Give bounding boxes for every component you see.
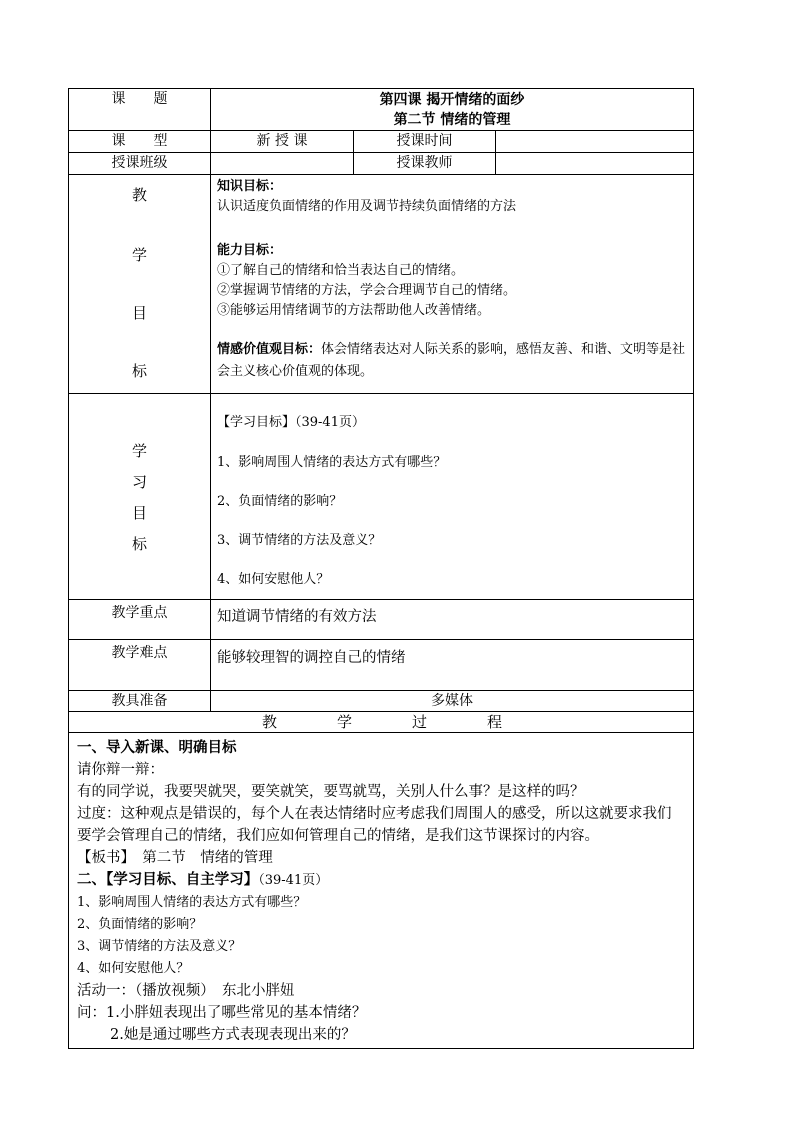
time-value (496, 131, 694, 153)
activity-line: 活动一：（播放视频） 东北小胖妞 (77, 983, 295, 999)
section-2-heading (77, 869, 685, 892)
tools-label: 教具准备 (69, 691, 211, 712)
learning-goals-content (211, 394, 694, 600)
class-row (69, 153, 694, 175)
topic-label: 课 题 (69, 89, 211, 131)
goal-item: 2、负面情绪的影响？ (217, 494, 343, 509)
process-title-row (69, 712, 694, 733)
topic-value (211, 89, 694, 131)
goal-item: 1、影响周围人情绪的表达方式有哪些？ (217, 455, 447, 470)
emotion-title: 情感价值观目标： (217, 342, 322, 357)
lesson-plan-table (68, 88, 694, 1049)
ability-title: 能力目标： (217, 243, 283, 258)
process-content-row (69, 733, 694, 1049)
objectives-label-char: 标 (131, 362, 147, 380)
goals-heading: 【学习目标】（39-41页） (217, 415, 365, 430)
board-note: 【板书】 第二节 情绪的管理 (77, 850, 273, 866)
section-2-title: 二、【学习目标、自主学习】 (77, 871, 259, 888)
paragraph: 有的同学说，我要哭就哭，要笑就笑，要骂就骂，关别人什么事？是这样的吗？ (77, 784, 585, 800)
knowledge-text: 认识适度负面情绪的作用及调节持续负面情绪的方法 (217, 199, 517, 214)
process-title-char: 学 (336, 713, 352, 731)
knowledge-title: 知识目标： (217, 179, 283, 194)
objectives-label-char: 学 (131, 246, 147, 264)
teaching-objectives-label (69, 175, 211, 394)
objectives-label-char: 教 (131, 186, 147, 204)
process-item: 1、影响周围人情绪的表达方式有哪些？ (77, 895, 307, 910)
teacher-label: 授课教师 (354, 153, 496, 175)
process-content (69, 733, 694, 1049)
lesson-plan (68, 88, 693, 1049)
emotion-text: 体会情绪表达对人际关系的影响，感悟友善、和谐、文明等是社会主义核心价值观的体现。 (217, 342, 686, 379)
key-point-value: 知道调节情绪的有效方法 (211, 600, 694, 640)
objectives-label-char: 目 (131, 304, 147, 322)
type-value: 新 授 课 (211, 131, 354, 153)
teaching-objectives-row (69, 175, 694, 394)
class-label: 授课班级 (69, 153, 211, 175)
goal-item: 3、调节情绪的方法及意义？ (217, 533, 382, 548)
question-line: 问：1.小胖妞表现出了哪些常见的基本情绪？ (77, 1005, 367, 1021)
process-title-char: 过 (411, 713, 427, 731)
type-row (69, 131, 694, 153)
key-point-label: 教学重点 (69, 600, 211, 640)
class-value (211, 153, 354, 175)
process-item: 3、调节情绪的方法及意义？ (77, 939, 242, 954)
section-1-title: 一、导入新课、明确目标 (77, 739, 237, 756)
key-point-row (69, 600, 694, 640)
process-title (69, 712, 694, 733)
difficulty-label: 教学难点 (69, 640, 211, 691)
goals-label-char: 习 (131, 473, 147, 491)
tools-row (69, 691, 694, 712)
difficulty-row (69, 640, 694, 691)
topic-row (69, 89, 694, 131)
tools-value: 多媒体 (211, 691, 694, 712)
learning-goals-row (69, 394, 694, 600)
goals-label-char: 标 (131, 535, 147, 553)
emotion-objective (217, 339, 687, 383)
difficulty-value: 能够较理智的调控自己的情绪 (211, 640, 694, 691)
topic-line-1: 第四课 揭开情绪的面纱 (379, 92, 525, 108)
learning-goals-label (69, 394, 211, 600)
process-item: 2、负面情绪的影响？ (77, 917, 203, 932)
question-line: 2.她是通过哪些方式表现表现出来的？ (110, 1027, 356, 1043)
teacher-value (496, 153, 694, 175)
topic-line-2: 第二节 情绪的管理 (393, 112, 511, 128)
process-item: 4、如何安慰他人？ (77, 961, 190, 976)
goals-label-char: 学 (131, 442, 147, 460)
type-label: 课 型 (69, 131, 211, 153)
goal-item: 4、如何安慰他人？ (217, 572, 330, 587)
prompt-text: 请你辩一辩： (77, 762, 164, 778)
process-title-char: 教 (262, 713, 278, 731)
ability-item: ③能够运用情绪调节的方法帮助他人改善情绪。 (217, 303, 491, 318)
paragraph: 过度：这种观点是错误的，每个人在表达情绪时应考虑我们周围人的感受，所以这就要求我们要学会管理自己的情绪，我们应如何管理自己的情绪，是我们这节课探讨的内容。 (77, 806, 672, 844)
goals-label-char: 目 (131, 504, 147, 522)
ability-item: ①了解自己的情绪和恰当表达自己的情绪。 (217, 263, 465, 278)
section-2-pages: （39-41页） (258, 873, 329, 888)
process-title-char: 程 (486, 713, 502, 731)
ability-item: ②掌握调节情绪的方法，学会合理调节自己的情绪。 (217, 283, 517, 298)
time-label: 授课时间 (354, 131, 496, 153)
teaching-objectives-content (211, 175, 694, 394)
